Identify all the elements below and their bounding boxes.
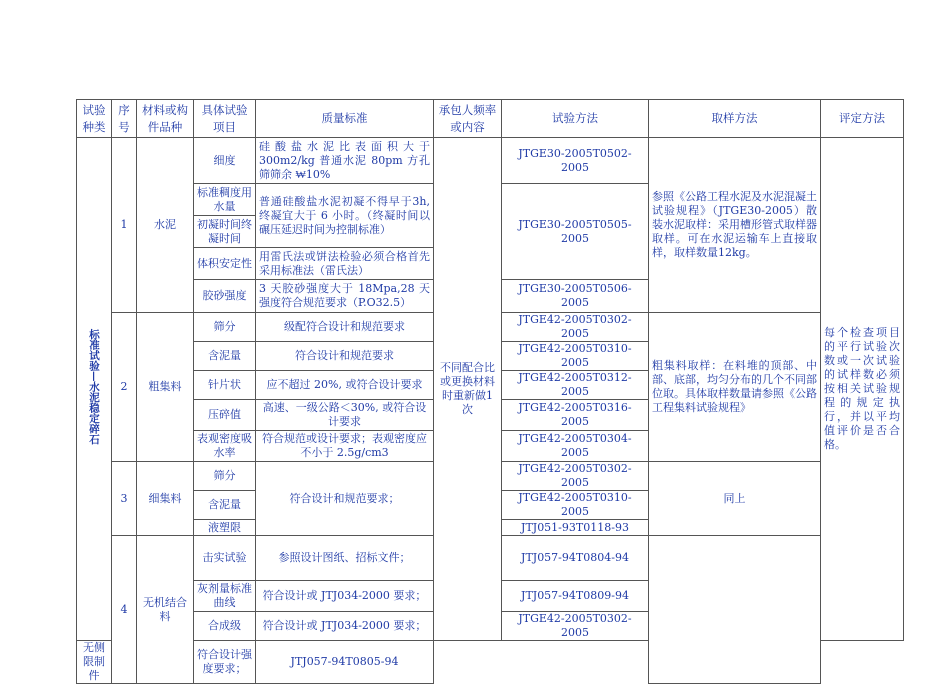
method-cell: JTGE42-2005T0312-2005 xyxy=(502,371,649,400)
test-standards-table xyxy=(76,99,904,684)
method-cell: JTGE42-2005T0310-2005 xyxy=(502,491,649,520)
method-cell: JTGE42-2005T0302-2005 xyxy=(502,462,649,491)
item-cell: 细度 xyxy=(194,138,256,184)
item-cell: 合成级 xyxy=(194,612,256,641)
quality-cell: 3 天胶砂强度大于 18Mpa,28 天强度符合规范要求（P.O32.5） xyxy=(256,280,434,313)
method-cell: JTGE42-2005T0304-2005 xyxy=(502,431,649,462)
quality-cell: 普通硅酸盐水泥初凝不得早于3h, 终凝宜大于 6 小时。（终凝时间以碾压延迟时间为控制标准） xyxy=(256,184,434,248)
header-kind: 试验种类 xyxy=(77,100,112,138)
quality-cell: 用雷氏法或饼法检验必须合格首先采用标准法（雷氏法） xyxy=(256,248,434,280)
quality-cell: 符合设计和规范要求； xyxy=(256,462,434,536)
quality-cell: 符合规范或设计要求；表观密度应不小于 2.5g/cm3 xyxy=(256,431,434,462)
quality-cell: 符合设计或 JTJ034-2000 要求； xyxy=(256,581,434,612)
header-seq: 序号 xyxy=(112,100,137,138)
test-standards-document xyxy=(76,99,903,682)
material-cell: 细集料 xyxy=(137,462,194,536)
method-cell: JTGE42-2005T0310-2005 xyxy=(502,342,649,371)
quality-cell: 符合设计或 JTJ034-2000 要求； xyxy=(256,612,434,641)
item-cell: 胶砂强度 xyxy=(194,280,256,313)
table-row xyxy=(77,138,904,184)
material-cell: 无机结合料 xyxy=(137,536,194,684)
method-cell: JTGE30-2005T0505-2005 xyxy=(502,184,649,280)
sampling-cell: 参照《公路工程水泥及水泥混凝土试验规程》（JTGE30-2005）散装水泥取样：采用槽形管式取样器取样。可在水泥运输车上直接取样，取样数量12kg。 xyxy=(649,138,821,313)
sampling-cell: 粗集料取样：在料堆的顶部、中部、底部，均匀分布的几个不同部位取。具体取样数量请参照《公路工程集料试验规程》 xyxy=(649,313,821,462)
quality-cell: 硅酸盐水泥比表面积大于300m2/kg 普通水泥 80pm 方孔筛筛余 ₩10% xyxy=(256,138,434,184)
seq-cell: 3 xyxy=(112,462,137,536)
item-cell: 体积安定性 xyxy=(194,248,256,280)
seq-cell: 1 xyxy=(112,138,137,313)
method-cell: JTJ057-94T0805-94 xyxy=(256,641,434,684)
method-cell: JTJ051-93T0118-93 xyxy=(502,520,649,536)
quality-cell: 应不超过 20%, 或符合设计要求 xyxy=(256,371,434,400)
quality-cell: 符合设计和规范要求 xyxy=(256,342,434,371)
header-freq: 承包人频率或内容 xyxy=(434,100,502,138)
item-cell: 针片状 xyxy=(194,371,256,400)
kind-label: 标准试验—水泥稳定碎石 xyxy=(88,329,100,445)
header-sampling: 取样方法 xyxy=(649,100,821,138)
seq-cell: 2 xyxy=(112,313,137,462)
header-row xyxy=(77,100,904,138)
method-cell: JTGE42-2005T0302-2005 xyxy=(502,313,649,342)
quality-cell: 级配符合设计和规范要求 xyxy=(256,313,434,342)
quality-cell: 参照设计图纸、招标文件； xyxy=(256,536,434,581)
item-cell: 筛分 xyxy=(194,462,256,491)
item-cell: 标准稠度用水量 xyxy=(194,184,256,216)
freq-cell: 不同配合比或更换材料时重新做1次 xyxy=(434,138,502,641)
item-cell: 表观密度吸水率 xyxy=(194,431,256,462)
method-cell: JTGE30-2005T0506-2005 xyxy=(502,280,649,313)
item-cell: 含泥量 xyxy=(194,491,256,520)
item-cell: 击实试验 xyxy=(194,536,256,581)
method-cell: JTJ057-94T0809-94 xyxy=(502,581,649,612)
quality-cell: 符合设计强度要求； xyxy=(194,641,256,684)
item-cell: 灰剂量标准曲线 xyxy=(194,581,256,612)
header-item: 具体试验项目 xyxy=(194,100,256,138)
sampling-cell: 同上 xyxy=(649,462,821,536)
item-cell: 含泥量 xyxy=(194,342,256,371)
item-cell: 筛分 xyxy=(194,313,256,342)
material-cell: 粗集料 xyxy=(137,313,194,462)
item-cell: 压碎值 xyxy=(194,400,256,431)
header-quality: 质量标准 xyxy=(256,100,434,138)
item-cell: 无侧限制件 xyxy=(77,641,112,684)
header-eval: 评定方法 xyxy=(821,100,904,138)
kind-cell xyxy=(77,138,112,641)
item-cell: 液塑限 xyxy=(194,520,256,536)
quality-cell: 高速、一级公路＜30%, 或符合设计要求 xyxy=(256,400,434,431)
method-cell: JTGE42-2005T0316-2005 xyxy=(502,400,649,431)
item-cell: 初凝时间终凝时间 xyxy=(194,216,256,248)
method-cell: JTGE42-2005T0302-2005 xyxy=(502,612,649,641)
material-cell: 水泥 xyxy=(137,138,194,313)
eval-cell: 每个检查项目的平行试验次数或一次试验的试样数必须按相关试验规程的规定执行，并以平均值评价是否合格。 xyxy=(821,138,904,641)
seq-cell: 4 xyxy=(112,536,137,684)
sampling-cell xyxy=(649,536,821,684)
method-cell: JTGE30-2005T0502-2005 xyxy=(502,138,649,184)
header-material: 材料或构件品种 xyxy=(137,100,194,138)
method-cell: JTJ057-94T0804-94 xyxy=(502,536,649,581)
header-method: 试验方法 xyxy=(502,100,649,138)
